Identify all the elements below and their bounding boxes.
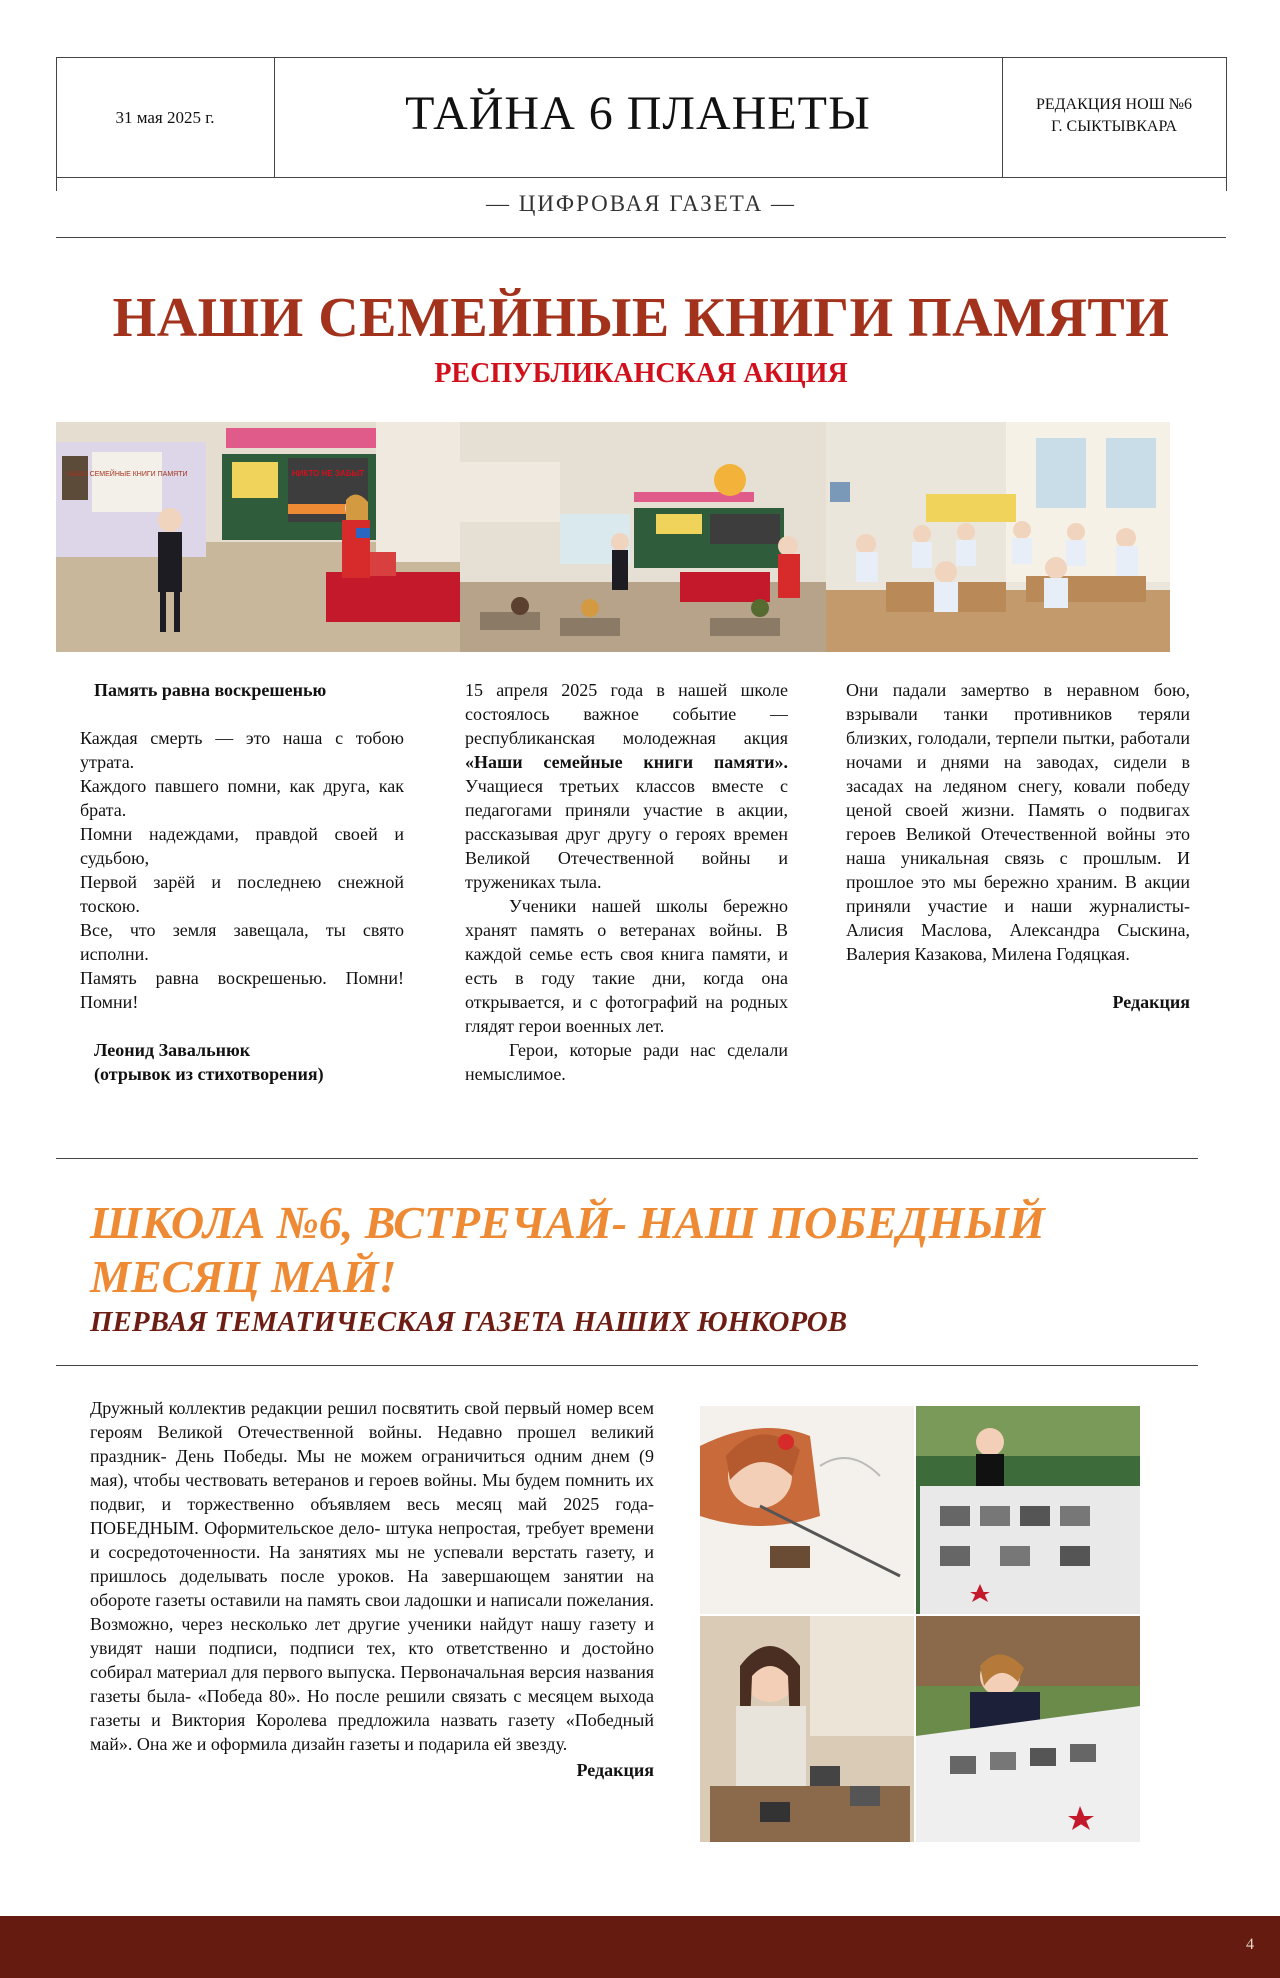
paragraph-text: 15 апреля 2025 года в нашей школе состоялось важное событие — республиканская молодежная акция: [465, 680, 788, 748]
poem-source: (отрывок из стихотворения): [94, 1064, 324, 1084]
poem-line: Все, что земля завещала, ты свято исполни.: [80, 920, 404, 964]
masthead-divider: [1226, 57, 1227, 177]
footer-bar: [0, 1916, 1280, 1978]
event-photo-3: [826, 422, 1170, 652]
collage-photo-drawing: [700, 1406, 914, 1614]
article1-paragraph: Герои, которые ради нас сделали немыслимое.: [465, 1040, 788, 1084]
masthead-tick: [56, 177, 57, 191]
poster-text: НАШИ СЕМЕЙНЫЕ КНИГИ ПАМЯТИ: [66, 471, 188, 478]
article1-signature: Редакция: [1112, 992, 1190, 1012]
article2-column: [90, 1396, 654, 1782]
collage-photo-girl: [700, 1616, 914, 1842]
article2-subheadline: ПЕРВАЯ ТЕМАТИЧЕСКАЯ ГАЗЕТА НАШИХ ЮНКОРОВ: [90, 1306, 848, 1338]
publisher-line: Г. СЫКТЫВКАРА: [1051, 118, 1177, 135]
article1-headline: НАШИ СЕМЕЙНЫЕ КНИГИ ПАМЯТИ: [112, 287, 1170, 349]
masthead-tick: [1226, 177, 1227, 191]
article2-body: Дружный коллектив редакции решил посвятить свой первый номер всем героям Великой Отечественной войны. Недавно прошел великий праздник- День Победы. Мы не можем ограничиться одним днем (9 мая), чтобы чествовать ветеранов и героев войны. Мы будем помнить их подвиг, и торжественно объявляем весь месяц май 2025 года- ПОБЕДНЫМ. Оформительское дело- штука непростая, требует времени и сосредоточенности. На занятиях мы не успевали верстать газету, и пришлось доделывать после уроков. На завершающем занятии на обороте газеты оставили на память свои ладошки и написали пожелания. Возможно, через несколько лет другие ученики найдут нашу газету и увидят наши подписи, подписи тех, кто ответственно и достойно собирал материал для первого выпуска. Первоначальная версия названия газеты была- «Победа 80». Но после решили связать с месяцем выхода газеты и Виктория Королева предложила назвать газету «Победный май». Она же и оформила дизайн газеты и подарила ей звезду.: [90, 1398, 654, 1754]
newspaper-subtitle: — ЦИФРОВАЯ ГАЗЕТА —: [485, 191, 797, 216]
poem-line: Первой зарёй и последнею снежной тоскою.: [80, 872, 404, 916]
newspaper-title: ТАЙНА 6 ПЛАНЕТЫ: [405, 87, 871, 140]
poster-text: НИКТО НЕ ЗАБЫТ: [291, 469, 365, 478]
event-photo-2: [460, 422, 826, 652]
article1-paragraph: Они падали замертво в неравном бою, взрывали танки противников теряли близких, голодали, терпели пытки, работали ночами и днями на заводах, сидели в засадах на ледяном снегу, ковали победу ценой своей жизни. Память о подвигах героев Великой Отечественной войны это наша уникальная связь с прошлым. И прошлое это мы бережно храним. В акции приняли участие и наши журналисты- Алисия Маслова, Александра Сыскина, Валерия Казакова, Милена Годяцкая.: [846, 680, 1190, 964]
article1-column-2: [465, 678, 788, 1086]
collage-photo-writing: [916, 1616, 1140, 1842]
masthead-bottom-rule: [56, 177, 1226, 178]
page-number: 4: [1246, 1936, 1254, 1953]
paragraph-text: Учащиеся третьих классов вместе с педагогами приняли участие в акции, рассказывая друг другу о героях времен Великой Отечественной войны и тружениках тыла.: [465, 776, 788, 892]
poem-line: Помни надеждами, правдой своей и судьбою,: [80, 824, 404, 868]
section-rule: [56, 1365, 1198, 1366]
event-photo-1: [56, 422, 460, 652]
section-rule: [56, 1158, 1198, 1159]
article1-subheadline: РЕСПУБЛИКАНСКАЯ АКЦИЯ: [434, 358, 848, 389]
photo-collage: [700, 1406, 1140, 1842]
event-name: «Наши семейные книги памяти».: [465, 752, 788, 772]
issue-date: 31 мая 2025 г.: [115, 108, 215, 127]
article2-headline: ШКОЛА №6, ВСТРЕЧАЙ- НАШ ПОБЕДНЫЙ МЕСЯЦ МАЙ!: [90, 1197, 1045, 1302]
poem-line: Каждая смерть — это наша с тобою утрата.: [80, 728, 404, 772]
poem-author: Леонид Завальнюк: [94, 1040, 251, 1060]
collage-photo-sheet: [916, 1406, 1140, 1614]
subtitle-rule: [56, 237, 1226, 238]
article1-column-3: [846, 678, 1190, 1014]
masthead-top-rule: [56, 57, 1226, 58]
poem-line: Каждого павшего помни, как друга, как брата.: [80, 776, 404, 820]
publisher-line: РЕДАКЦИЯ НОШ №6: [1035, 96, 1193, 113]
article1-paragraph: [465, 678, 788, 894]
article2-signature: Редакция: [576, 1760, 654, 1780]
article1-paragraph: Ученики нашей школы бережно хранят память о ветеранах войны. В каждой семье есть своя книга памяти, и есть в году такие дни, когда она открывается, и с фотографий на родных глядят герои военных лет.: [465, 896, 788, 1036]
poem-line: Память равна воскрешенью. Помни! Помни!: [80, 968, 404, 1012]
poem-title: Память равна воскрешенью: [94, 680, 327, 700]
poem-column: [80, 678, 404, 1086]
publisher-info: [1002, 94, 1226, 138]
